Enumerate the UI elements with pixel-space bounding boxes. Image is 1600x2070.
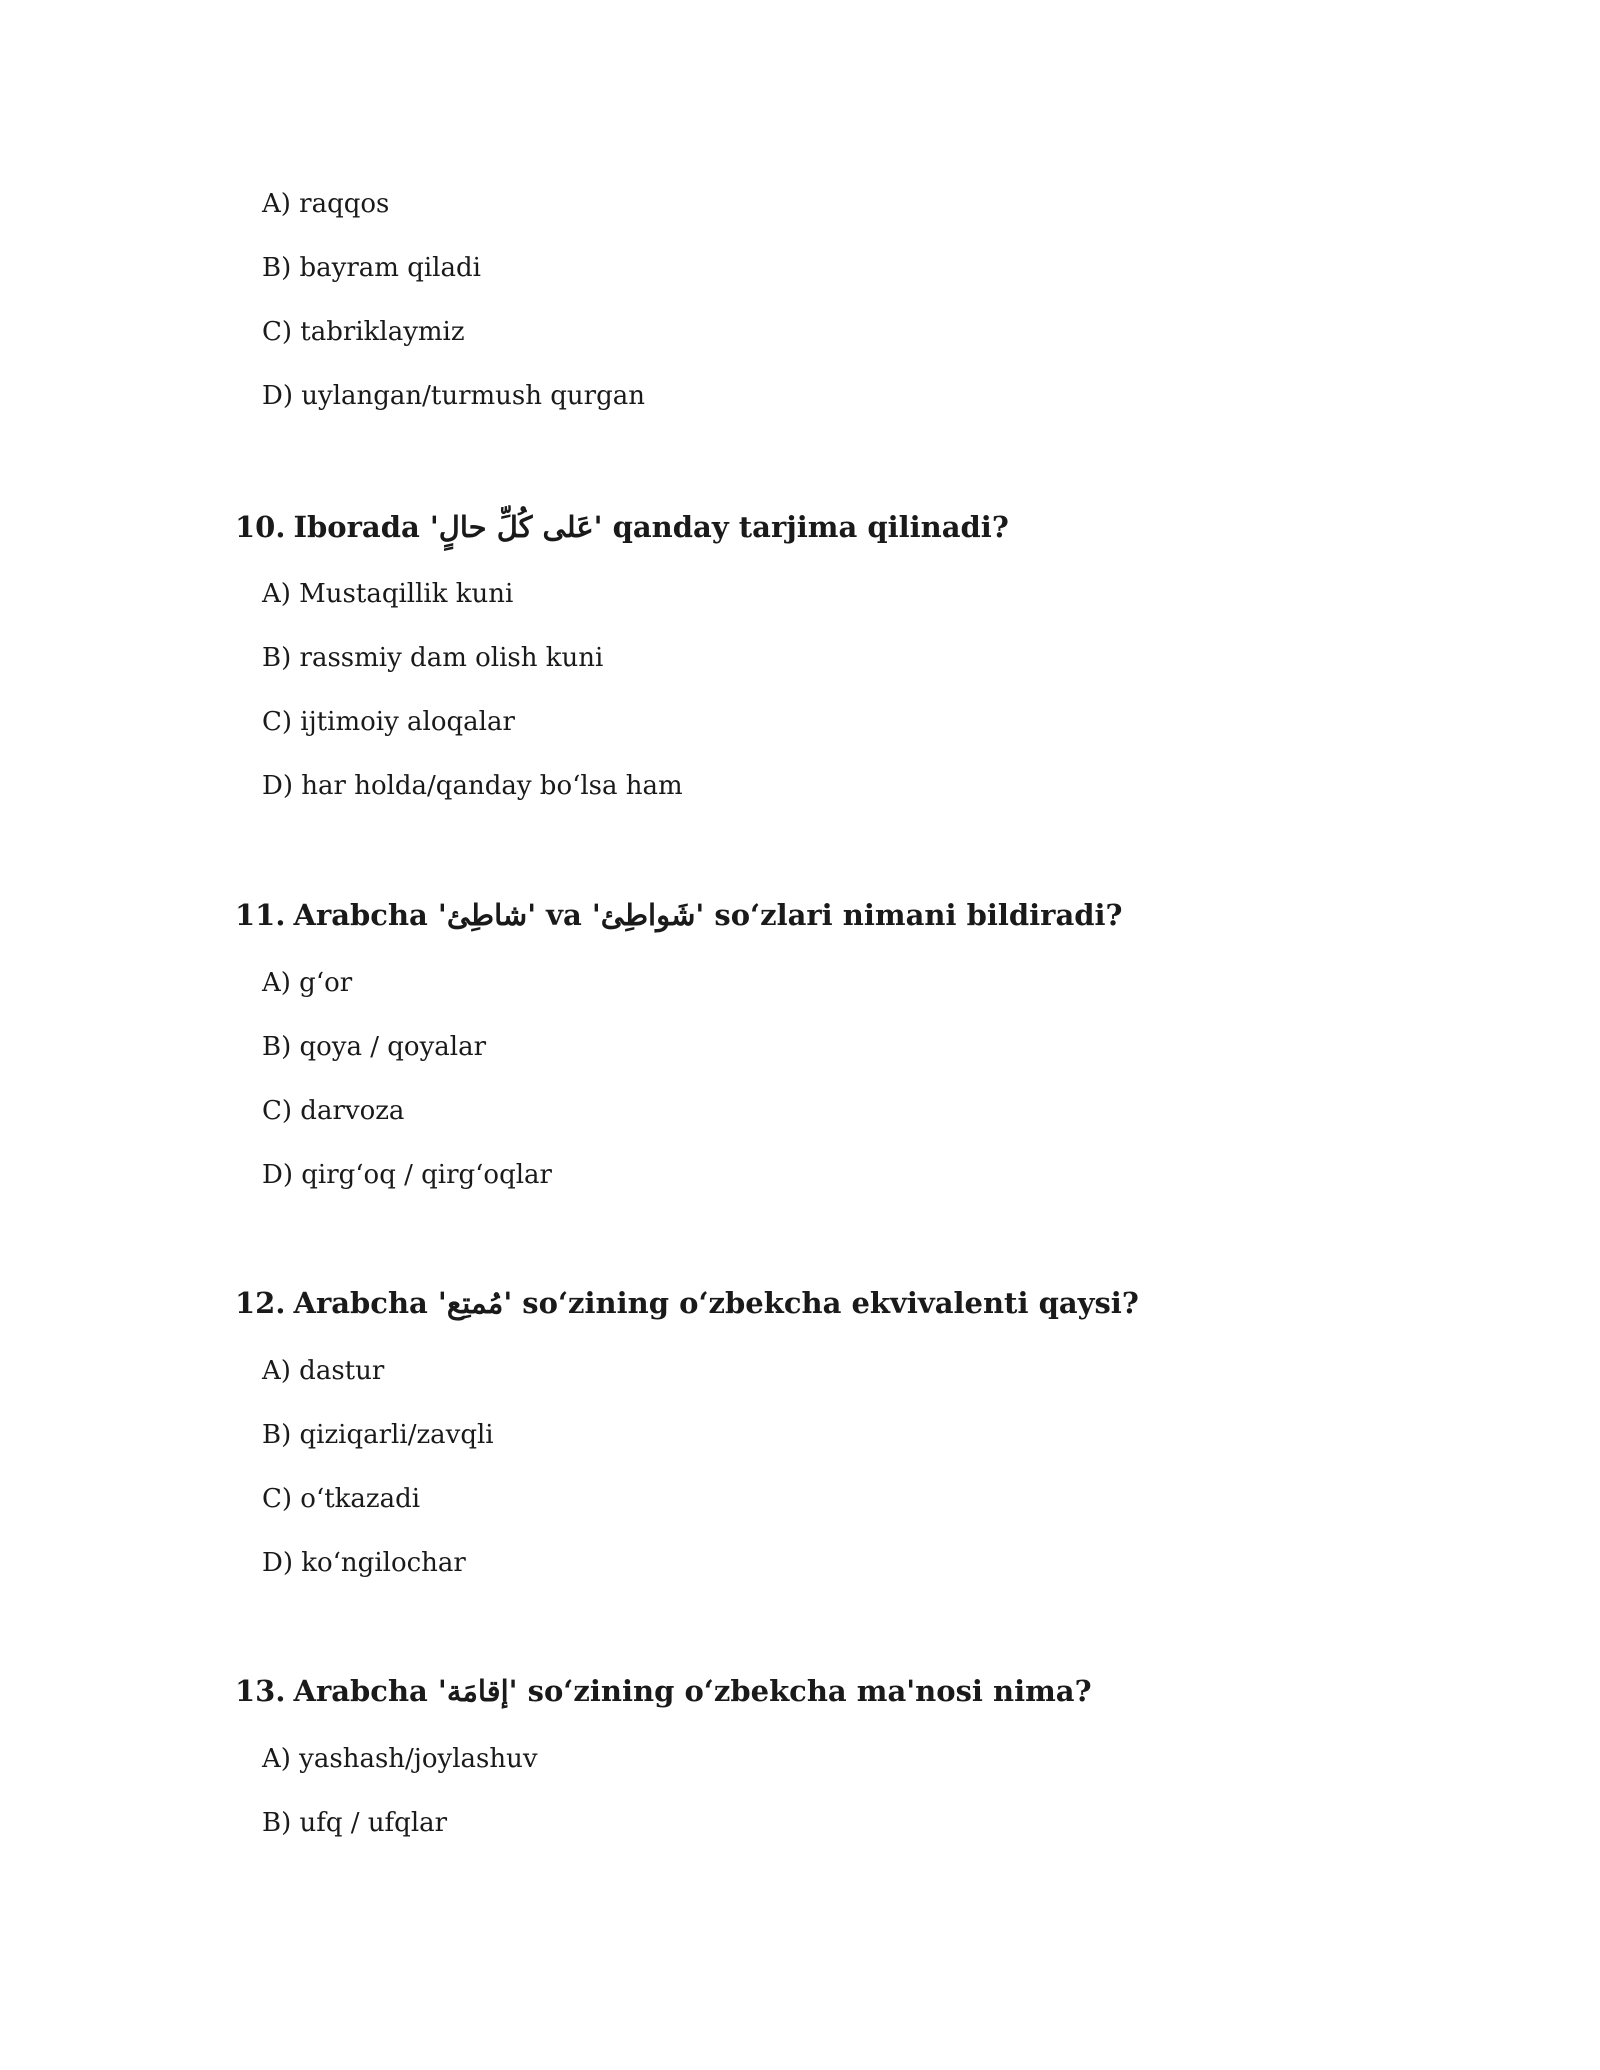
- question-number: 13.: [235, 1674, 286, 1708]
- option-12-c[interactable]: C) o‘tkazadi: [262, 1484, 421, 1514]
- option-12-d[interactable]: D) ko‘ngilochar: [262, 1548, 466, 1578]
- question-number: 12.: [235, 1286, 286, 1320]
- question-text-middle: ' va ': [527, 898, 601, 932]
- arabic-word: شاطِئ: [446, 898, 528, 932]
- option-10-d[interactable]: D) har holda/qanday bo‘lsa ham: [262, 771, 683, 801]
- option-10-c[interactable]: C) ijtimoiy aloqalar: [262, 707, 515, 737]
- option-11-c[interactable]: C) darvoza: [262, 1096, 405, 1126]
- question-text-after: ' qanday tarjima qilinadi?: [593, 510, 1009, 544]
- arabic-word: مُمتِع: [446, 1286, 504, 1320]
- option-13-a[interactable]: A) yashash/joylashuv: [262, 1744, 538, 1774]
- option-prev-b[interactable]: B) bayram qiladi: [262, 253, 481, 283]
- question-12: [235, 1283, 1139, 1323]
- arabic-word-plural: شَواطِئ: [600, 898, 696, 932]
- option-10-a[interactable]: A) Mustaqillik kuni: [262, 579, 514, 609]
- option-13-b[interactable]: B) ufq / ufqlar: [262, 1808, 448, 1838]
- option-11-d[interactable]: D) qirg‘oq / qirg‘oqlar: [262, 1160, 552, 1190]
- option-12-b[interactable]: B) qiziqarli/zavqli: [262, 1420, 494, 1450]
- question-text-before: Iborada ': [293, 510, 439, 544]
- option-prev-c[interactable]: C) tabriklaymiz: [262, 317, 465, 347]
- option-11-a[interactable]: A) g‘or: [262, 968, 353, 998]
- question-number: 10.: [235, 510, 286, 544]
- question-text-before: Arabcha ': [293, 898, 447, 932]
- question-text-before: Arabcha ': [293, 1674, 447, 1708]
- option-10-b[interactable]: B) rassmiy dam olish kuni: [262, 643, 604, 673]
- option-12-a[interactable]: A) dastur: [262, 1356, 385, 1386]
- question-text-after: ' so‘zlari nimani bildiradi?: [695, 898, 1123, 932]
- question-number: 11.: [235, 898, 286, 932]
- option-prev-d[interactable]: D) uylangan/turmush qurgan: [262, 381, 645, 411]
- arabic-phrase: عَلى كُلِّ حالٍ: [438, 510, 594, 544]
- question-10: [235, 507, 1009, 547]
- question-text-before: Arabcha ': [293, 1286, 447, 1320]
- arabic-word: إقامَة: [446, 1674, 509, 1708]
- question-11: [235, 895, 1123, 935]
- question-text-after: ' so‘zining o‘zbekcha ekvivalenti qaysi?: [503, 1286, 1139, 1320]
- option-11-b[interactable]: B) qoya / qoyalar: [262, 1032, 487, 1062]
- option-prev-a[interactable]: A) raqqos: [262, 189, 390, 219]
- question-text-after: ' so‘zining o‘zbekcha ma'nosi nima?: [508, 1674, 1092, 1708]
- question-13: [235, 1671, 1092, 1711]
